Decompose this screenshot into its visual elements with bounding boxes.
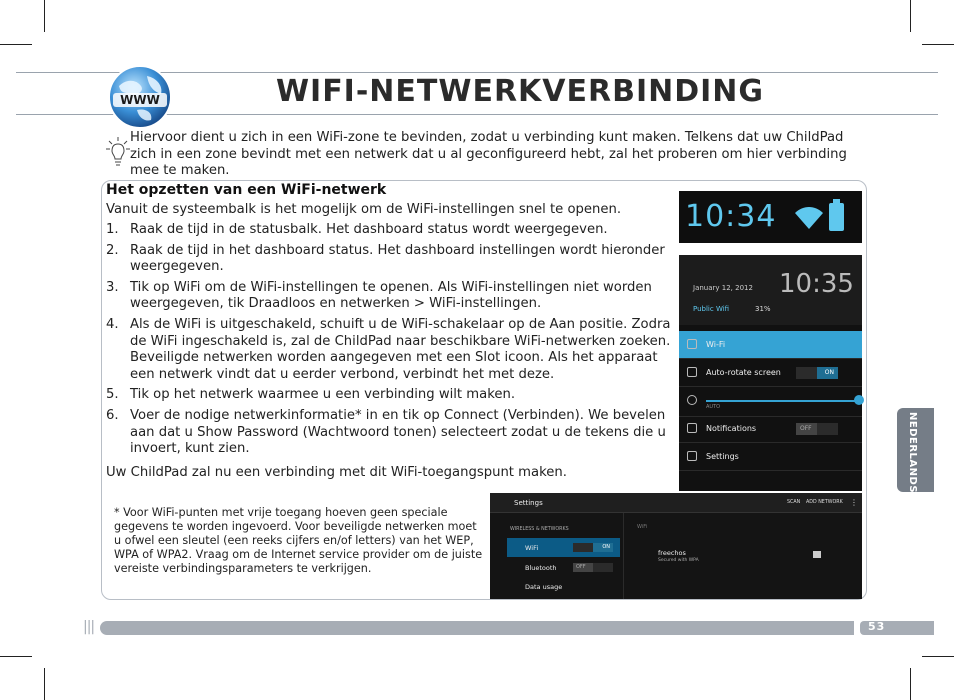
list-item xyxy=(106,280,671,313)
step-number: 4. xyxy=(106,316,119,332)
footer-stripes-icon: ||| xyxy=(83,619,95,635)
row-label: Settings xyxy=(706,452,739,461)
footer-bar xyxy=(100,621,854,635)
step-text: Tik op het netwerk waarmee u een verbinding wilt maken. xyxy=(130,387,516,403)
rotate-icon xyxy=(687,367,697,377)
item-label: Bluetooth xyxy=(525,564,557,572)
dashboard-row-wifi xyxy=(679,331,862,359)
page-title: WIFI-NETWERKVERBINDING xyxy=(275,74,765,109)
language-tab xyxy=(897,408,934,492)
battery-icon xyxy=(829,203,844,231)
pane-divider xyxy=(623,513,624,599)
crop-mark xyxy=(44,668,45,700)
settings-icon xyxy=(687,451,697,461)
dashboard-row-rotate xyxy=(679,359,862,387)
crop-mark xyxy=(0,656,32,657)
step-text: Als de WiFi is uitgeschakeld, schuift u de WiFi-schakelaar op de Aan positie. Zodra de WiFi ingeschakeld is, zal de ChildPad naar beschikbare WiFi-netwerken zoeken. Beveiligde netwerken worden aangegeven met een Slot icoon. Als het apparaat een netwerk vindt dat u eerder verbond, verbindt het met deze. xyxy=(130,316,671,382)
crop-mark xyxy=(922,44,954,45)
settings-title: Settings xyxy=(514,499,543,507)
step-number: 2. xyxy=(106,242,119,258)
language-label: NEDERLANDS xyxy=(907,412,918,494)
brightness-slider xyxy=(706,400,856,402)
dashboard-date: January 12, 2012 xyxy=(693,284,753,292)
add-network-label: ADD NETWORK xyxy=(806,500,843,505)
toggle-switch: OFF xyxy=(796,423,838,435)
lock-wifi-icon xyxy=(813,551,821,558)
step-text: Voer de nodige netwerkinformatie* in en tik op Connect (Verbinden). We bevelen aan dat u Show Password (Wachtwoord tonen) selecteert zodat u de tekens die u invoert, kunt zien. xyxy=(130,407,666,457)
steps-list xyxy=(106,222,671,462)
intro-paragraph: Hiervoor dient u zich in een WiFi-zone te bevinden, zodat u verbinding kunt maken. Telkens dat uw ChildPad zich in een zone bevindt met een netwerk dat u al geconfigureerd hebt, zal het proberen om hier verbinding mee te maken. xyxy=(130,130,847,178)
item-label: Data usage xyxy=(525,583,563,591)
settings-item-data-usage xyxy=(507,577,620,596)
section-title: Het opzetten van een WiFi-netwerk xyxy=(106,182,387,198)
globe-label: WWW xyxy=(120,93,160,107)
scan-label: SCAN xyxy=(787,500,801,505)
slider-knob xyxy=(854,395,864,405)
wifi-icon xyxy=(687,339,697,349)
dashboard-row-brightness xyxy=(679,387,862,417)
row-label: Notifications xyxy=(706,424,757,433)
brightness-icon xyxy=(687,395,697,405)
crop-mark xyxy=(0,44,32,45)
list-item xyxy=(106,222,671,239)
dashboard-clock: 10:35 xyxy=(779,269,854,299)
list-item xyxy=(106,387,671,404)
page-number: 53 xyxy=(868,620,886,633)
screenshot-settings xyxy=(490,493,862,599)
screenshot-dashboard xyxy=(679,255,862,491)
section-intro: Vanuit de systeembalk is het mogelijk om de WiFi-instellingen snel te openen. xyxy=(106,202,622,217)
crop-mark xyxy=(44,0,45,32)
screenshot-status-bar xyxy=(679,191,862,243)
step-text: Tik op WiFi om de WiFi-instellingen te openen. Als WiFi-instellingen niet worden weergegeven, tik Draadloos en netwerken > WiFi-instellingen. xyxy=(130,279,652,312)
settings-item-wifi xyxy=(507,538,620,557)
dashboard-bluetooth: 31% xyxy=(755,305,771,313)
network-security: Secured with WPA xyxy=(658,558,699,563)
overflow-menu-icon: ⋮ xyxy=(850,498,858,507)
step-text: Raak de tijd in de statusbalk. Het dashboard status wordt weergegeven. xyxy=(130,222,608,237)
network-name: freechos xyxy=(658,549,686,557)
globe-www-icon xyxy=(107,64,173,130)
crop-mark xyxy=(910,668,911,700)
dashboard-row-notifications xyxy=(679,415,862,443)
wifi-icon xyxy=(795,205,823,229)
toggle-switch: OFF xyxy=(573,563,613,572)
crop-mark xyxy=(922,656,954,657)
section-outro: Uw ChildPad zal nu een verbinding met dit WiFi-toegangspunt maken. xyxy=(106,465,567,480)
row-label: Wi-Fi xyxy=(706,340,726,349)
lightbulb-icon xyxy=(106,136,130,170)
toggle-switch: ON xyxy=(796,367,838,379)
footnote: * Voor WiFi-punten met vrije toegang hoeven geen speciale gegevens te worden ingevoerd. Voor beveiligde netwerken moet u ofwel een sleutel (een reeks cijfers en/of letters) van het WEP, WPA of WPA2. Vraag om de Internet service provider om de juiste vereiste verbindingsparameters te verkrijgen. xyxy=(114,506,483,575)
dashboard-row-settings xyxy=(679,443,862,471)
step-number: 1. xyxy=(106,222,119,237)
dashboard-network: Public Wifi xyxy=(693,305,730,313)
notifications-icon xyxy=(687,423,697,433)
list-item xyxy=(106,243,671,276)
list-item xyxy=(106,408,671,458)
settings-item-bluetooth xyxy=(507,558,620,577)
item-label: WiFi xyxy=(525,544,539,552)
step-number: 3. xyxy=(106,279,119,295)
auto-label: AUTO xyxy=(706,404,721,410)
status-clock: 10:34 xyxy=(685,199,777,234)
list-item xyxy=(106,317,671,383)
row-label: Auto-rotate screen xyxy=(706,368,781,377)
settings-category: WIRELESS & NETWORKS xyxy=(510,527,569,532)
toggle-switch: ON xyxy=(573,543,613,552)
step-text: Raak de tijd in het dashboard status. Het dashboard instellingen wordt hieronder weergegeven. xyxy=(130,242,665,275)
wifi-pane-header: WiFi xyxy=(637,524,648,530)
step-number: 6. xyxy=(106,407,119,423)
step-number: 5. xyxy=(106,387,119,403)
crop-mark xyxy=(910,0,911,32)
